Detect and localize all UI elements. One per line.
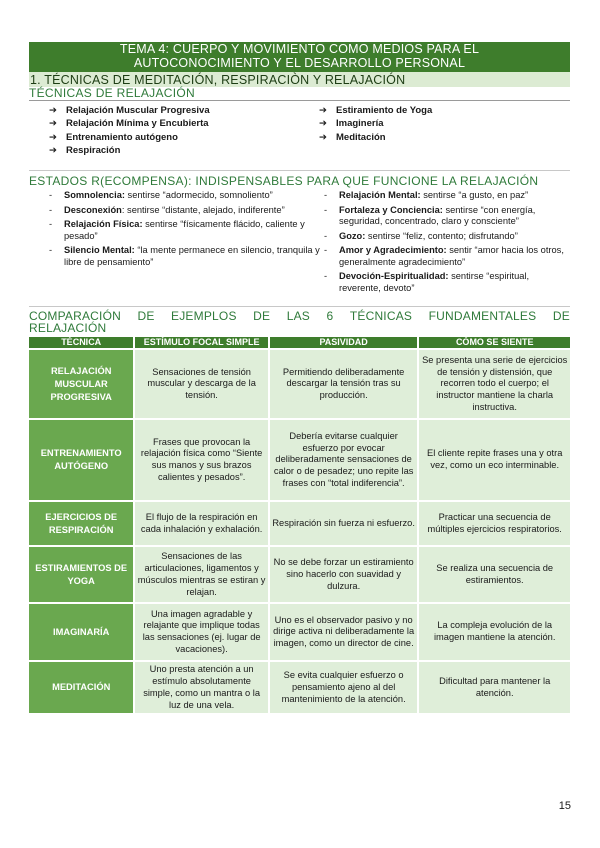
technique-item	[49, 131, 319, 144]
state-item	[49, 205, 324, 217]
table-row	[29, 547, 570, 602]
state-term: Relajación Mental:	[339, 190, 421, 201]
technique-name-cell: MEDITACIÓN	[29, 662, 133, 713]
state-text	[339, 205, 570, 228]
techniques-list	[29, 104, 570, 157]
states-column-left	[49, 190, 324, 297]
states-heading: ESTADOS R(ECOMPENSA): INDISPENSABLES PARA QUE FUNCIONE LA RELAJACIÓN	[29, 170, 570, 188]
technique-item	[49, 104, 319, 117]
passivity-cell: Permitiendo deliberadamente descargar la tensión tras su producción.	[270, 350, 418, 418]
dash-bullet: -	[324, 271, 328, 282]
technique-name-cell: ESTIRAMIENTOS DE YOGA	[29, 547, 133, 602]
dash-bullet: -	[324, 204, 328, 215]
arrow-right-icon: ➔	[49, 131, 57, 143]
state-term: Silencio Mental:	[64, 245, 135, 256]
technique-label: Meditación	[336, 131, 386, 143]
state-text	[64, 219, 324, 242]
dash-bullet: -	[324, 190, 328, 201]
heading-word: COMPARACIÓN	[29, 309, 121, 324]
header-how-it-feels: CÓMO SE SIENTE	[419, 337, 570, 348]
focal-stimulus-cell: El flujo de la respiración en cada inhalación y exhalación.	[135, 502, 267, 545]
passivity-cell: Debería evitarse cualquier esfuerzo por evocar deliberadamente sensaciones de calor o de pesadez; uno repite las frases con “total indiferencia”.	[270, 420, 418, 500]
state-text	[339, 231, 518, 243]
technique-item	[49, 144, 319, 157]
table-row	[29, 502, 570, 545]
arrow-right-icon: ➔	[49, 118, 57, 130]
header-passivity: PASIVIDAD	[270, 337, 418, 348]
state-description: sentirse “a gusto, en paz”	[420, 190, 529, 201]
comparison-heading-line-2: RELAJACIÓN	[29, 321, 107, 336]
technique-name-cell: IMAGINARÍA	[29, 604, 133, 660]
dash-bullet: -	[49, 204, 53, 215]
state-term: Devoción-Espiritualidad:	[339, 271, 449, 282]
comparison-heading-line-1	[29, 310, 570, 322]
focal-stimulus-cell: Una imagen agradable y relajante que implique todas las sensaciones (ej. lugar de vacaciones).	[135, 604, 267, 660]
how-it-feels-cell: El cliente repite frases una y otra vez, como un eco interminable.	[419, 420, 570, 500]
how-it-feels-cell: Practicar una secuencia de múltiples ejercicios respiratorios.	[419, 502, 570, 545]
dash-bullet: -	[49, 245, 53, 256]
table-row	[29, 420, 570, 500]
how-it-feels-cell: Se realiza una secuencia de estiramientos.	[419, 547, 570, 602]
state-term: Relajación Física:	[64, 218, 143, 229]
state-description: sentir “amor hacia los otros, generalmente agradecimiento”	[339, 245, 564, 267]
comparison-table	[27, 335, 572, 715]
technique-name-cell: RELAJACIÓN MUSCULAR PROGRESIVA	[29, 350, 133, 418]
focal-stimulus-cell: Frases que provocan la relajación física como “Siente sus manos y sus brazos calientes y pesados”.	[135, 420, 267, 500]
heading-word: TÉCNICAS	[349, 309, 413, 324]
passivity-cell: Uno es el observador pasivo y no dirige activa ni deliberadamente la imagen, como un director de cine.	[270, 604, 418, 660]
heading-word: DE	[137, 309, 155, 324]
state-item	[49, 245, 324, 268]
state-term: Fortaleza y Conciencia:	[339, 204, 443, 215]
state-description: “la mente permanece en silencio, tranquila y libre de pensamiento”	[64, 245, 320, 267]
heading-word: LAS	[286, 309, 310, 324]
heading-word: FUNDAMENTALES	[428, 309, 537, 324]
how-it-feels-cell: Dificultad para mantener la atención.	[419, 662, 570, 713]
heading-word: DE	[552, 309, 570, 324]
state-text	[339, 190, 528, 202]
passivity-cell: Se evita cualquier esfuerzo o pensamiento ajeno al del mantenimiento de la atención.	[270, 662, 418, 713]
dash-bullet: -	[49, 218, 53, 229]
table-row	[29, 350, 570, 418]
table-row	[29, 604, 570, 660]
techniques-heading: TÉCNICAS DE RELAJACIÓN	[29, 87, 570, 101]
state-description: sentirse “feliz, contento; disfrutando”	[365, 230, 518, 241]
state-description: sentirse “físicamente flácido, caliente y pesado”	[64, 218, 305, 241]
state-term: Gozo:	[339, 230, 366, 241]
dash-bullet: -	[324, 230, 328, 241]
technique-label: Respiración	[66, 144, 121, 156]
state-description: : sentirse “distante, alejado, indiferente”	[121, 204, 285, 215]
how-it-feels-cell: La compleja evolución de la imagen mantiene la atención.	[419, 604, 570, 660]
heading-word: DE	[253, 309, 271, 324]
state-term: Desconexión	[64, 204, 122, 215]
technique-item	[319, 117, 549, 130]
dash-bullet: -	[324, 245, 328, 256]
state-text	[339, 245, 570, 268]
technique-item	[319, 131, 549, 144]
states-list	[29, 190, 570, 297]
table-row	[29, 662, 570, 713]
state-item	[324, 231, 570, 243]
state-description: sentirse “con energía, seguridad, concentrado, claro y consciente”	[339, 204, 536, 227]
heading-word: EJEMPLOS	[171, 309, 237, 324]
dash-bullet: -	[49, 190, 53, 201]
technique-name-cell: EJERCICIOS DE RESPIRACIÓN	[29, 502, 133, 545]
section-heading: 1. TÉCNICAS DE MEDITACIÓN, RESPIRACIÒN Y RELAJACIÓN	[29, 72, 570, 87]
technique-label: Relajación Mínima y Encubierta	[66, 118, 209, 130]
page-number: 15	[558, 800, 571, 812]
state-item	[49, 190, 324, 202]
topic-title-line-2: AUTOCONOCIMIENTO Y EL DESARROLLO PERSONAL	[133, 55, 466, 70]
arrow-right-icon: ➔	[319, 118, 327, 130]
techniques-column-right	[319, 104, 549, 157]
technique-label: Relajación Muscular Progresiva	[66, 105, 210, 116]
document-page	[29, 42, 570, 715]
heading-word: 6	[326, 309, 334, 324]
passivity-cell: No se debe forzar un estiramiento sino hacerlo con suavidad y dulzura.	[270, 547, 418, 602]
arrow-right-icon: ➔	[319, 131, 327, 143]
passivity-cell: Respiración sin fuerza ni esfuerzo.	[270, 502, 418, 545]
arrow-right-icon: ➔	[49, 105, 57, 116]
technique-label: Estiramiento de Yoga	[336, 105, 433, 116]
focal-stimulus-cell: Sensaciones de tensión muscular y descarga de la tensión.	[135, 350, 267, 418]
how-it-feels-cell: Se presenta una serie de ejercicios de tensión y distensión, que recorren todo el cuerpo; el instructor mantiene la charla instructiva.	[419, 350, 570, 418]
state-item	[324, 205, 570, 228]
state-description: sentirse “espiritual, reverente, devoto”	[339, 271, 530, 293]
focal-stimulus-cell: Sensaciones de las articulaciones, ligamentos y músculos mientras se estiran y relajan.	[135, 547, 267, 602]
state-text	[64, 205, 285, 217]
arrow-right-icon: ➔	[49, 144, 57, 156]
state-text	[339, 271, 570, 294]
state-term: Amor y Agradecimiento:	[339, 245, 447, 256]
state-item	[324, 190, 570, 202]
state-item	[49, 219, 324, 242]
topic-title-line-1: TEMA 4: CUERPO Y MOVIMIENTO COMO MEDIOS PARA EL	[119, 42, 480, 56]
state-text	[64, 245, 324, 268]
technique-label: Entrenamiento autógeno	[66, 131, 178, 143]
technique-name-cell: ENTRENAMIENTO AUTÓGENO	[29, 420, 133, 500]
table-header-row	[29, 337, 570, 348]
state-text	[64, 190, 273, 202]
state-item	[324, 271, 570, 294]
arrow-right-icon: ➔	[319, 105, 327, 116]
technique-label: Imaginería	[336, 118, 384, 130]
state-term: Somnolencia:	[64, 190, 125, 201]
state-description: sentirse “adormecido, somnoliento”	[124, 190, 273, 201]
states-column-right	[324, 190, 570, 297]
techniques-column-left	[49, 104, 319, 157]
header-technique: TÉCNICA	[29, 337, 133, 348]
state-item	[324, 245, 570, 268]
header-focal-stimulus: ESTÍMULO FOCAL SIMPLE	[135, 337, 267, 348]
comparison-heading	[29, 306, 570, 334]
topic-title-banner	[29, 42, 570, 72]
technique-item	[49, 117, 319, 130]
technique-item	[319, 104, 549, 117]
focal-stimulus-cell: Uno presta atención a un estímulo absolutamente simple, como un mantra o la luz de una vela.	[135, 662, 267, 713]
